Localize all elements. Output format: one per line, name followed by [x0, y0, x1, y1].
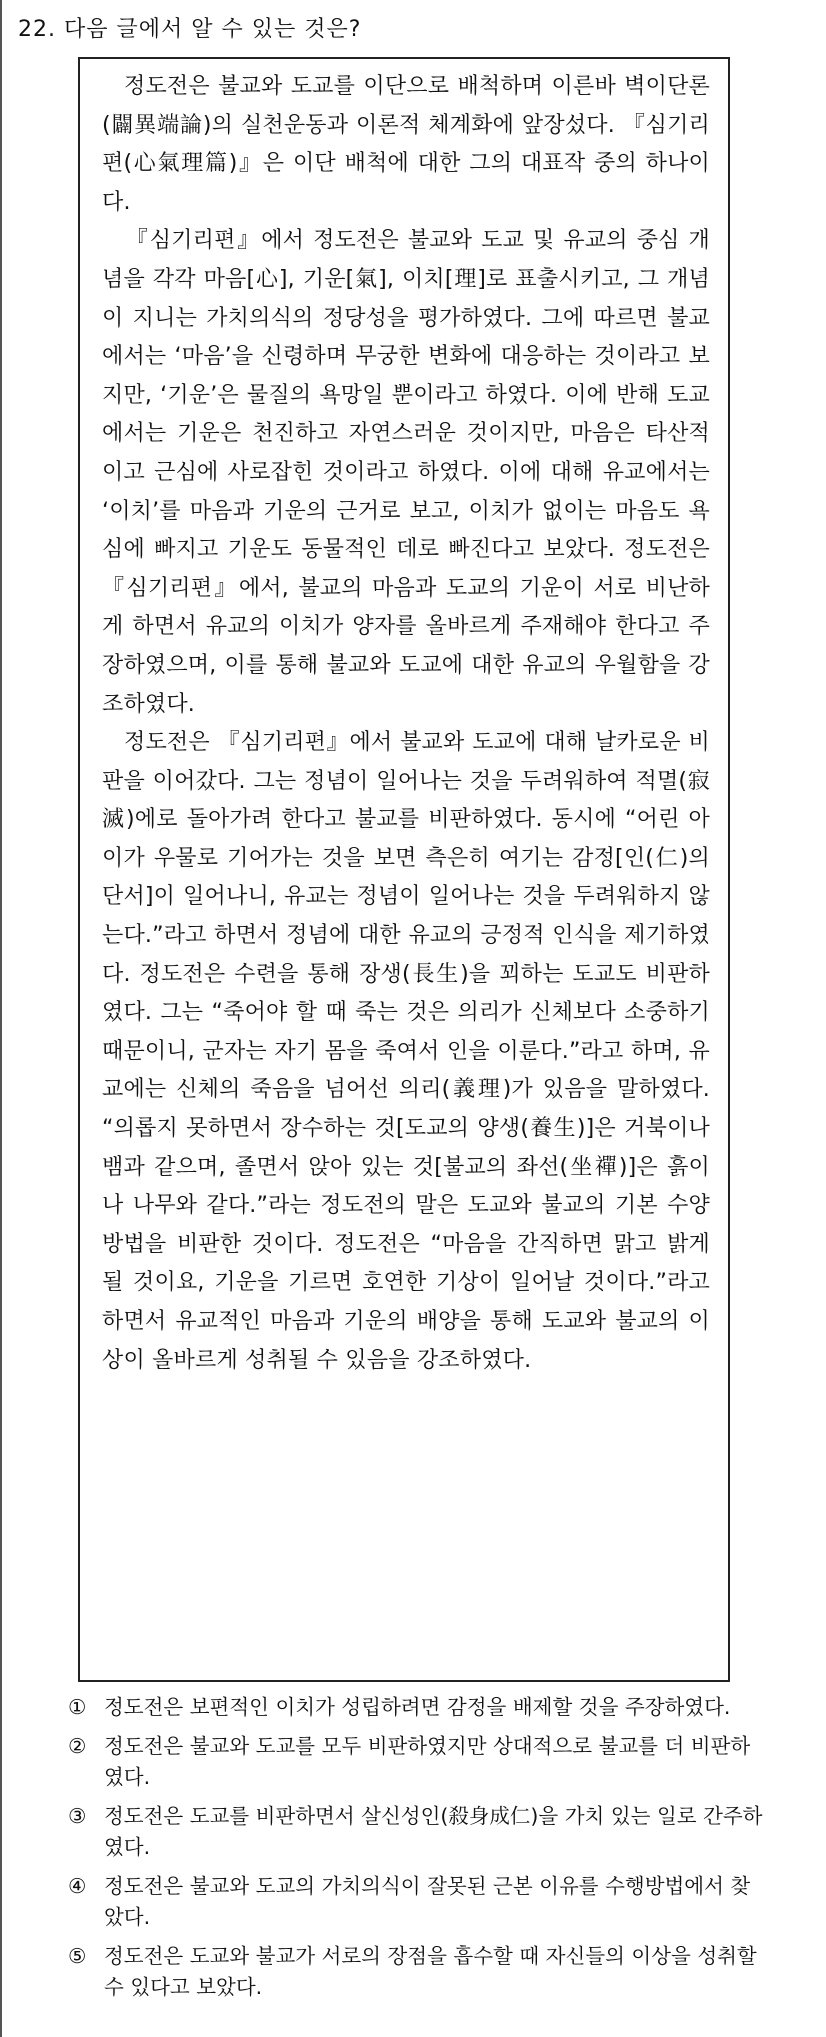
choice-number: ② — [68, 1734, 87, 1758]
choice-text: 정도전은 보편적인 이치가 성립하려면 감정을 배제할 것을 주장하였다. — [104, 1695, 731, 1719]
answer-choices — [68, 1692, 768, 2011]
choice-text: 정도전은 도교를 비판하면서 살신성인(殺身成仁)을 가치 있는 일로 간주하였다. — [104, 1804, 763, 1859]
paragraph-text: 정도전은 불교와 도교를 이단으로 배척하며 이른바 벽이단론(闢異端論)의 실천운동과 이론적 체계화에 앞장섰다. 『심기리편(心氣理篇)』은 이단 배척에 대한 그의 대표작 중의 하나이다. — [102, 74, 710, 215]
choice-number: ③ — [68, 1804, 87, 1828]
choice-text: 정도전은 불교와 도교를 모두 비판하였지만 상대적으로 불교를 더 비판하였다. — [104, 1734, 751, 1789]
passage-box — [78, 57, 730, 1682]
choice-5[interactable] — [68, 1941, 768, 2003]
choice-number: ⑤ — [68, 1944, 87, 1968]
question-header: 22. 다음 글에서 알 수 있는 것은? — [18, 17, 362, 42]
choice-number: ④ — [68, 1874, 87, 1898]
choice-2[interactable] — [68, 1731, 768, 1793]
paragraph-text: 『심기리편』에서 정도전은 불교와 도교 및 유교의 중심 개념을 각각 마음[心], 기운[氣], 이치[理]로 표출시키고, 그 개념이 지니는 가치의식의 정당성을 평가하였다. 그에 따르면 불교에서는 ‘마음’을 신령하며 무궁한 변화에 대응하는 것이라고 보지만, ‘기운’은 물질의 욕망일 뿐이라고 하였다. 이에 반해 도교에서는 기운은 천진하고 자연스러운 것이지만, 마음은 타산적이고 근심에 사로잡힌 것이라고 하였다. 이에 대해 유교에서는 ‘이치’를 마음과 기운의 근거로 보고, 이치가 없이는 마음도 욕심에 빠지고 기운도 동물적인 데로 빠진다고 보았다. 정도전은 『심기리편』에서, 불교의 마음과 도교의 기운이 서로 비난하게 하면서 유교의 이치가 양자를 올바르게 주재해야 한다고 주장하였으며, 이를 통해 불교와 도교에 대한 유교의 우월함을 강조하였다. — [102, 228, 710, 717]
choice-3[interactable] — [68, 1801, 768, 1863]
passage-paragraph-3 — [102, 724, 710, 1380]
choice-text: 정도전은 도교와 불교가 서로의 장점을 흡수할 때 자신들의 이상을 성취할 수 있다고 보았다. — [104, 1944, 757, 1999]
choice-text: 정도전은 불교와 도교의 가치의식이 잘못된 근본 이유를 수행방법에서 찾았다. — [104, 1874, 751, 1929]
choice-number: ① — [68, 1695, 87, 1719]
passage-paragraph-1 — [102, 68, 710, 222]
passage-paragraph-2 — [102, 222, 710, 724]
choice-4[interactable] — [68, 1871, 768, 1933]
paragraph-text: 정도전은 『심기리편』에서 불교와 도교에 대해 날카로운 비판을 이어갔다. 그는 정념이 일어나는 것을 두려워하여 적멸(寂滅)에로 돌아가려 한다고 불교를 비판하였다. 동시에 “어린 아이가 우물로 기어가는 것을 보면 측은히 여기는 감정[인(仁)의 단서]이 일어나니, 유교는 정념이 일어나는 것을 두려워하지 않는다.”라고 하면서 정념에 대한 유교의 긍정적 인식을 제기하였다. 정도전은 수련을 통해 장생(長生)을 꾀하는 도교도 비판하였다. 그는 “죽어야 할 때 죽는 것은 의리가 신체보다 소중하기 때문이니, 군자는 자기 몸을 죽여서 인을 이룬다.”라고 하며, 유교에는 신체의 죽음을 넘어선 의리(義理)가 있음을 말하였다. “의롭지 못하면서 장수하는 것[도교의 양생(養生)]은 거북이나 뱀과 같으며, 졸면서 앉아 있는 것[불교의 좌선(坐禪)]은 흙이나 나무와 같다.”라는 정도전의 말은 도교와 불교의 기본 수양방법을 비판한 것이다. 정도전은 “마음을 간직하면 맑고 밝게 될 것이요, 기운을 기르면 호연한 기상이 일어날 것이다.”라고 하면서 유교적인 마음과 기운의 배양을 통해 도교와 불교의 이상이 올바르게 성취될 수 있음을 강조하였다. — [102, 730, 710, 1373]
left-margin-rule — [0, 0, 2, 2037]
choice-1[interactable] — [68, 1692, 768, 1723]
